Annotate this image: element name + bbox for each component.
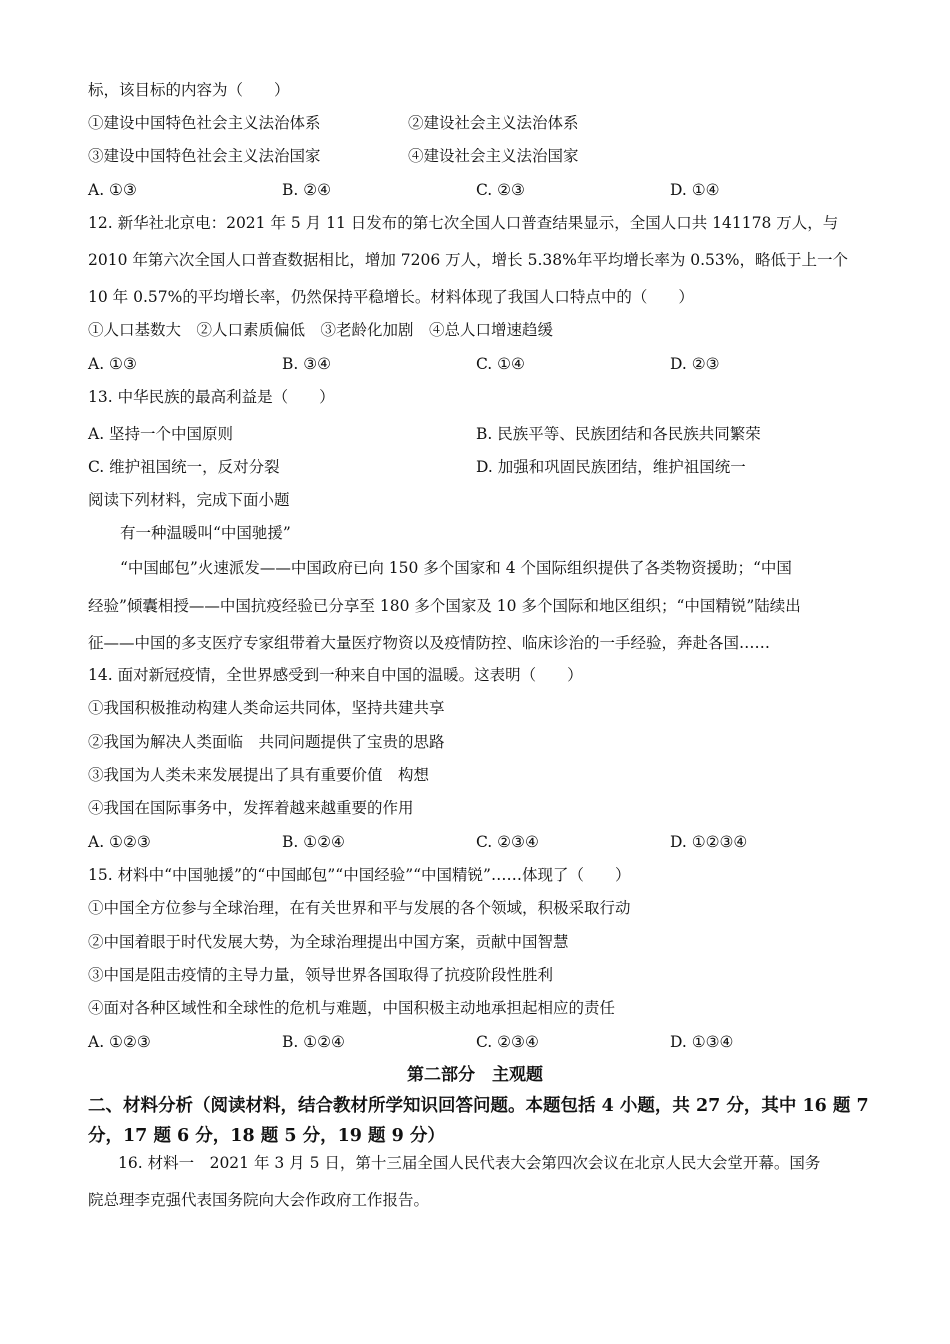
q14-choice-b: B. ①②④ — [282, 833, 345, 851]
q11-options-row2 — [88, 146, 868, 166]
q12-stem-line3: 10 年 0.57%的平均增长率，仍然保持平稳增长。材料体现了我国人口特点中的（ ） — [88, 288, 694, 306]
q15-choice-a: A. ①②③ — [88, 1033, 151, 1051]
q15-option-3: ③中国是阻击疫情的主导力量，领导世界各国取得了抗疫阶段性胜利 — [88, 966, 554, 984]
q12-stem-line2: 2010 年第六次全国人口普查数据相比，增加 7206 万人，增长 5.38%年平均增长率为 0.53%，略低于上一个 — [88, 251, 849, 269]
q14-choices — [88, 832, 868, 852]
q14-option-1: ①我国积极推动构建人类命运共同体，坚持共建共享 — [88, 699, 445, 717]
q13-choice-d: D. 加强和巩固民族团结，维护祖国统一 — [476, 458, 746, 476]
q14-option-3: ③我国为人类未来发展提出了具有重要价值 构想 — [88, 766, 430, 784]
q15-choice-d: D. ①③④ — [670, 1033, 734, 1051]
q13-stem: 13. 中华民族的最高利益是（ ） — [88, 388, 335, 406]
section-two-heading: 二、材料分析（阅读材料，结合教材所学知识回答问题。本题包括 4 小题，共 27 分，其中 16 题 7 分，17 题 6 分，18 题 5 分，19 题 9 分） — [88, 1096, 869, 1146]
q15-option-2: ②中国着眼于时代发展大势，为全球治理提出中国方案，贡献中国智慧 — [88, 933, 569, 951]
q15-choices — [88, 1032, 868, 1052]
q11-options-row1 — [88, 113, 868, 133]
q11-option-4: ④建设社会主义法治国家 — [408, 147, 579, 165]
q11-choice-d: D. ①④ — [670, 181, 720, 199]
q14-choice-d: D. ①②③④ — [670, 833, 748, 851]
q14-option-4: ④我国在国际事务中，发挥着越来越重要的作用 — [88, 799, 414, 817]
q11-option-1: ①建设中国特色社会主义法治体系 — [88, 114, 321, 132]
q14-option-2: ②我国为解决人类面临 共同问题提供了宝贵的思路 — [88, 733, 445, 751]
q12-stem-line1: 12. 新华社北京电：2021 年 5 月 11 日发布的第七次全国人口普查结果显示，全国人口共 141178 万人，与 — [88, 214, 839, 232]
material-line1: “中国邮包”火速派发——中国政府已向 150 多个国家和 4 个国际组织提供了各类物资援助；“中国 — [120, 559, 792, 577]
q14-choice-c: C. ②③④ — [476, 833, 539, 851]
q13-choice-c: C. 维护祖国统一，反对分裂 — [88, 458, 280, 476]
q15-stem: 15. 材料中“中国驰援”的“中国邮包”“中国经验”“中国精锐”……体现了（ ） — [88, 866, 631, 884]
material-line3: 征——中国的多支医疗专家组带着大量医疗物资以及疫情防控、临床诊治的一手经验，奔赴各国…… — [88, 634, 771, 652]
q15-option-4: ④面对各种区域性和全球性的危机与难题，中国积极主动地承担起相应的责任 — [88, 999, 616, 1017]
q11-choice-a: A. ①③ — [88, 181, 137, 199]
q15-choice-c: C. ②③④ — [476, 1033, 539, 1051]
q15-choice-b: B. ①②④ — [282, 1033, 345, 1051]
q13-choices-row2 — [88, 457, 868, 477]
reading-instruction: 阅读下列材料，完成下面小题 — [88, 491, 290, 509]
q12-options: ①人口基数大 ②人口素质偏低 ③老龄化加剧 ④总人口增速趋缓 — [88, 321, 554, 339]
q16-material-line2: 院总理李克强代表国务院向大会作政府工作报告。 — [88, 1191, 430, 1209]
q15-option-1: ①中国全方位参与全球治理，在有关世界和平与发展的各个领域，积极采取行动 — [88, 899, 631, 917]
q13-choice-b: B. 民族平等、民族团结和各民族共同繁荣 — [476, 425, 761, 443]
q12-choice-c: C. ①④ — [476, 355, 525, 373]
q11-choice-c: C. ②③ — [476, 181, 525, 199]
q12-choice-b: B. ③④ — [282, 355, 332, 373]
q14-choice-a: A. ①②③ — [88, 833, 151, 851]
q11-stem-tail: 标，该目标的内容为（ ） — [88, 81, 290, 99]
material-title: 有一种温暖叫“中国驰援” — [120, 524, 291, 542]
q11-option-2: ②建设社会主义法治体系 — [408, 114, 579, 132]
q11-option-3: ③建设中国特色社会主义法治国家 — [88, 147, 321, 165]
q14-stem: 14. 面对新冠疫情，全世界感受到一种来自中国的温暖。这表明（ ） — [88, 666, 583, 684]
q13-choice-a: A. 坚持一个中国原则 — [88, 425, 234, 443]
q12-choice-a: A. ①③ — [88, 355, 137, 373]
q12-choices — [88, 354, 868, 374]
q11-choice-b: B. ②④ — [282, 181, 332, 199]
q11-choices — [88, 180, 868, 200]
q12-choice-d: D. ②③ — [670, 355, 720, 373]
q13-choices-row1 — [88, 424, 868, 444]
material-line2: 经验”倾囊相授——中国抗疫经验已分享至 180 多个国家及 10 多个国际和地区组织；“中国精锐”陆续出 — [88, 597, 801, 615]
part-two-heading: 第二部分 主观题 — [407, 1065, 543, 1085]
q16-material-line1: 16. 材料一 2021 年 3 月 5 日，第十三届全国人民代表大会第四次会议在北京人民大会堂开幕。国务 — [118, 1154, 821, 1172]
